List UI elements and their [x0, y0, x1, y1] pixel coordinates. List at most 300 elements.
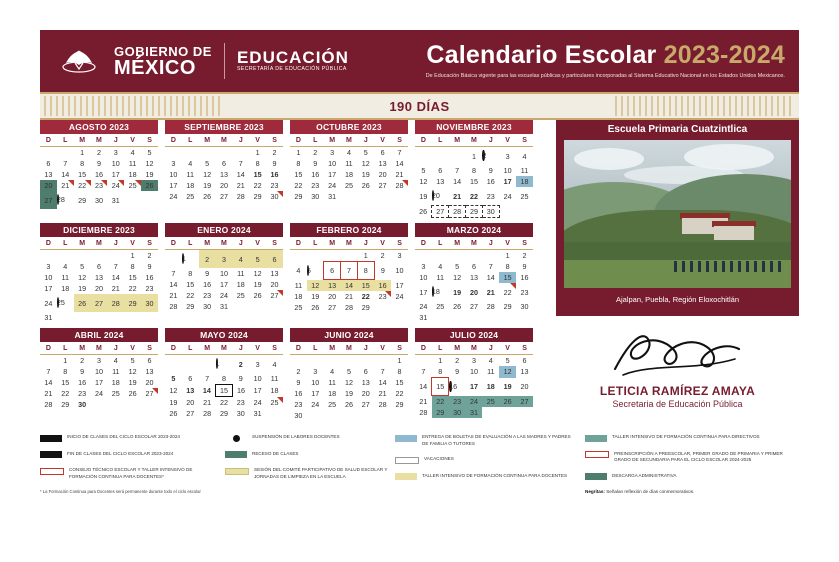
- day-cell[interactable]: 27: [361, 400, 370, 409]
- day-cell[interactable]: 2: [522, 251, 527, 260]
- day-cell[interactable]: 10: [311, 378, 320, 387]
- day-cell[interactable]: 28: [486, 302, 495, 311]
- day-cell[interactable]: 5: [80, 262, 85, 271]
- day-cell[interactable]: 31: [44, 313, 53, 322]
- day-cell[interactable]: 3: [397, 251, 402, 261]
- day-cell[interactable]: 2: [313, 148, 318, 157]
- day-cell[interactable]: 25: [124, 180, 141, 191]
- day-cell[interactable]: 23: [374, 291, 391, 302]
- day-cell[interactable]: 13: [186, 386, 195, 395]
- day-cell[interactable]: 13: [436, 177, 445, 186]
- day-cell[interactable]: 18: [111, 378, 120, 387]
- day-cell[interactable]: 26: [74, 294, 91, 312]
- day-cell[interactable]: 5: [363, 148, 368, 157]
- day-cell[interactable]: 4: [63, 262, 68, 271]
- day-cell[interactable]: 8: [357, 262, 374, 280]
- day-cell[interactable]: 23: [145, 284, 154, 293]
- day-cell[interactable]: 12: [361, 159, 370, 168]
- day-cell[interactable]: 8: [471, 166, 476, 175]
- day-cell[interactable]: 26: [361, 181, 370, 190]
- day-cell[interactable]: 21: [111, 284, 120, 293]
- day-cell[interactable]: 24: [311, 400, 320, 409]
- day-cell[interactable]: 13: [469, 273, 478, 282]
- day-cell[interactable]: 27: [40, 191, 57, 209]
- day-cell[interactable]: 15: [469, 177, 478, 186]
- day-cell[interactable]: 13: [94, 273, 103, 282]
- day-cell[interactable]: 14: [44, 378, 53, 387]
- day-cell[interactable]: 2: [238, 359, 243, 369]
- day-cell[interactable]: 29: [503, 302, 512, 311]
- day-cell[interactable]: 22: [253, 181, 262, 190]
- day-cell[interactable]: 8: [130, 262, 135, 271]
- day-cell[interactable]: 4: [113, 356, 118, 365]
- day-cell[interactable]: 28: [391, 180, 408, 191]
- day-cell[interactable]: 17: [469, 382, 478, 391]
- day-cell[interactable]: 9: [96, 159, 101, 168]
- day-cell[interactable]: 31: [253, 409, 262, 418]
- day-cell[interactable]: 9: [296, 378, 301, 387]
- day-cell[interactable]: 8: [188, 269, 193, 278]
- day-cell[interactable]: 19: [344, 389, 353, 398]
- day-cell[interactable]: 28: [236, 192, 245, 201]
- day-cell[interactable]: 15: [216, 385, 233, 397]
- day-cell[interactable]: 27: [328, 303, 337, 312]
- day-cell[interactable]: 5: [171, 374, 176, 384]
- day-cell[interactable]: 12: [344, 378, 353, 387]
- day-cell[interactable]: 17: [169, 181, 178, 190]
- day-cell[interactable]: 24: [466, 396, 483, 408]
- day-cell[interactable]: 2: [80, 356, 85, 365]
- day-cell[interactable]: 8: [505, 262, 510, 271]
- day-cell[interactable]: 21: [236, 181, 245, 190]
- day-cell[interactable]: 23: [203, 291, 212, 300]
- day-cell[interactable]: 29: [361, 303, 370, 312]
- day-cell[interactable]: 10: [219, 269, 228, 278]
- day-cell[interactable]: 15: [61, 378, 70, 387]
- day-cell[interactable]: 23: [486, 191, 495, 201]
- day-cell[interactable]: 2: [455, 356, 460, 365]
- day-cell[interactable]: 1: [255, 148, 260, 157]
- day-cell[interactable]: 20: [378, 170, 387, 179]
- day-cell[interactable]: 22: [469, 191, 478, 201]
- day-cell[interactable]: 21: [44, 389, 53, 398]
- day-cell[interactable]: 12: [307, 280, 324, 292]
- day-cell[interactable]: 5: [130, 356, 135, 365]
- day-cell[interactable]: 19: [453, 287, 462, 297]
- day-cell[interactable]: 31: [466, 407, 483, 418]
- day-cell[interactable]: 15: [499, 272, 516, 283]
- day-cell[interactable]: 23: [78, 389, 87, 398]
- day-cell[interactable]: 20: [40, 180, 57, 191]
- day-cell[interactable]: 30: [203, 302, 212, 311]
- day-cell[interactable]: 24: [169, 192, 178, 201]
- day-cell[interactable]: 11: [487, 367, 495, 377]
- day-cell[interactable]: 19: [419, 191, 428, 201]
- day-cell[interactable]: 23: [311, 181, 320, 190]
- day-cell[interactable]: 27: [219, 192, 228, 201]
- day-cell[interactable]: 7: [46, 367, 51, 376]
- day-cell[interactable]: 6: [471, 262, 476, 271]
- day-cell[interactable]: 27: [266, 290, 283, 301]
- day-cell[interactable]: 9: [313, 159, 318, 168]
- day-cell[interactable]: 14: [236, 170, 245, 179]
- day-cell[interactable]: 19: [169, 397, 178, 407]
- day-cell[interactable]: 22: [499, 283, 516, 301]
- day-cell[interactable]: 6: [221, 159, 226, 168]
- day-cell[interactable]: 21: [378, 389, 387, 398]
- day-cell[interactable]: 11: [112, 367, 120, 376]
- day-cell[interactable]: 5: [505, 356, 510, 365]
- day-cell[interactable]: 25: [436, 302, 445, 311]
- day-cell[interactable]: 30: [141, 294, 158, 312]
- day-cell[interactable]: 29: [294, 192, 303, 201]
- day-cell[interactable]: 18: [270, 386, 279, 395]
- day-cell[interactable]: 18: [431, 287, 440, 297]
- day-cell[interactable]: 22: [186, 291, 195, 300]
- day-cell[interactable]: 30: [236, 409, 245, 418]
- day-cell[interactable]: 26: [203, 192, 212, 201]
- day-cell[interactable]: 16: [94, 170, 103, 179]
- day-cell[interactable]: 10: [395, 266, 404, 275]
- day-cell[interactable]: 18: [486, 382, 495, 391]
- day-cell[interactable]: 26: [499, 396, 516, 408]
- day-cell[interactable]: 19: [203, 181, 212, 190]
- day-cell[interactable]: 17: [44, 284, 53, 293]
- day-cell[interactable]: 8: [63, 367, 68, 376]
- day-cell[interactable]: 26: [311, 303, 320, 312]
- day-cell[interactable]: 16: [486, 177, 495, 186]
- day-cell[interactable]: 9: [205, 269, 210, 278]
- day-cell[interactable]: 19: [503, 382, 512, 391]
- day-cell[interactable]: 1: [80, 148, 85, 157]
- day-cell[interactable]: 10: [111, 159, 120, 168]
- day-cell[interactable]: 3: [330, 148, 335, 157]
- day-cell[interactable]: 18: [328, 389, 337, 398]
- day-cell[interactable]: 13: [378, 159, 387, 168]
- day-cell[interactable]: 6: [147, 356, 152, 365]
- day-cell[interactable]: 9: [238, 374, 243, 384]
- day-cell[interactable]: 10: [253, 374, 262, 384]
- day-cell[interactable]: 10: [44, 273, 53, 282]
- day-cell[interactable]: 13: [270, 269, 279, 278]
- day-cell[interactable]: 6: [522, 356, 527, 365]
- day-cell[interactable]: 28: [449, 206, 466, 218]
- day-cell[interactable]: 2: [272, 148, 277, 157]
- day-cell[interactable]: 16: [203, 280, 212, 289]
- day-cell[interactable]: 30: [311, 192, 320, 201]
- day-cell[interactable]: 5: [249, 250, 266, 269]
- day-cell[interactable]: 18: [294, 292, 303, 301]
- day-cell[interactable]: 30: [294, 411, 303, 420]
- day-cell[interactable]: 16: [294, 389, 303, 398]
- day-cell[interactable]: 6: [46, 159, 51, 168]
- day-cell[interactable]: 15: [253, 170, 262, 179]
- day-cell[interactable]: 17: [395, 280, 404, 290]
- day-cell[interactable]: 30: [482, 206, 499, 218]
- day-cell[interactable]: 21: [453, 191, 462, 201]
- day-cell[interactable]: 24: [419, 302, 428, 311]
- day-cell[interactable]: 27: [186, 409, 195, 418]
- day-cell[interactable]: 2: [380, 251, 385, 261]
- day-cell[interactable]: 12: [203, 170, 212, 179]
- day-cell[interactable]: 12: [78, 273, 87, 282]
- day-cell[interactable]: 18: [128, 170, 137, 179]
- day-cell[interactable]: 31: [111, 195, 120, 205]
- day-cell[interactable]: 24: [107, 180, 124, 191]
- day-cell[interactable]: 17: [328, 170, 337, 179]
- day-cell[interactable]: 15: [78, 170, 87, 179]
- day-cell[interactable]: 4: [330, 367, 335, 376]
- day-cell[interactable]: 31: [419, 313, 428, 322]
- day-cell[interactable]: 1: [296, 148, 301, 157]
- day-cell[interactable]: 10: [328, 159, 337, 168]
- day-cell[interactable]: 5: [421, 166, 426, 175]
- day-cell[interactable]: 2: [199, 250, 216, 269]
- day-cell[interactable]: 11: [270, 374, 279, 384]
- day-cell[interactable]: 20: [469, 287, 478, 297]
- day-cell[interactable]: 29: [219, 409, 228, 418]
- day-cell[interactable]: 10: [469, 367, 478, 377]
- day-cell[interactable]: 29: [395, 400, 404, 409]
- day-cell[interactable]: 17: [311, 389, 320, 398]
- day-cell[interactable]: 4: [438, 262, 443, 271]
- day-cell[interactable]: 21: [203, 397, 212, 407]
- day-cell[interactable]: 24: [328, 181, 337, 190]
- day-cell[interactable]: 18: [344, 170, 353, 179]
- day-cell[interactable]: 18: [61, 284, 70, 293]
- day-cell[interactable]: 17: [219, 280, 228, 289]
- day-cell[interactable]: 6: [96, 262, 101, 271]
- day-cell[interactable]: 9: [147, 262, 152, 271]
- day-cell[interactable]: 27: [141, 388, 158, 399]
- day-cell[interactable]: 30: [449, 407, 466, 418]
- day-cell[interactable]: 4: [130, 148, 135, 157]
- day-cell[interactable]: 19: [128, 378, 137, 387]
- day-cell[interactable]: 13: [145, 367, 154, 376]
- day-cell[interactable]: 25: [56, 298, 65, 308]
- day-cell[interactable]: 2: [147, 251, 152, 260]
- day-cell[interactable]: 6: [380, 148, 385, 157]
- day-cell[interactable]: 7: [380, 367, 385, 376]
- day-cell[interactable]: 29: [466, 206, 483, 218]
- day-cell[interactable]: 25: [266, 397, 283, 409]
- day-cell[interactable]: 4: [296, 266, 301, 275]
- day-cell[interactable]: 12: [169, 386, 178, 395]
- day-cell[interactable]: 8: [438, 367, 443, 376]
- day-cell[interactable]: 9: [522, 262, 527, 271]
- day-cell[interactable]: 13: [361, 378, 370, 387]
- day-cell[interactable]: 6: [324, 262, 341, 280]
- day-cell[interactable]: 14: [395, 159, 404, 168]
- day-cell[interactable]: 29: [78, 195, 87, 205]
- day-cell[interactable]: 22: [74, 180, 91, 191]
- day-cell[interactable]: 14: [341, 280, 358, 292]
- day-cell[interactable]: 18: [236, 280, 245, 289]
- day-cell[interactable]: 21: [344, 292, 353, 301]
- day-cell[interactable]: 1: [130, 251, 135, 260]
- day-cell[interactable]: 14: [202, 386, 211, 395]
- day-cell[interactable]: 12: [253, 269, 262, 278]
- day-cell[interactable]: 29: [432, 407, 449, 418]
- day-cell[interactable]: 3: [113, 148, 118, 157]
- day-cell[interactable]: 15: [186, 280, 195, 289]
- day-cell[interactable]: 6: [438, 166, 443, 175]
- day-cell[interactable]: 21: [57, 180, 74, 191]
- day-cell[interactable]: 1: [438, 356, 443, 365]
- day-cell[interactable]: 3: [505, 151, 510, 161]
- day-cell[interactable]: 11: [520, 166, 529, 175]
- day-cell[interactable]: 7: [63, 159, 68, 168]
- day-cell[interactable]: 16: [449, 381, 458, 391]
- day-cell[interactable]: 24: [503, 191, 512, 201]
- day-cell[interactable]: 8: [397, 367, 402, 376]
- day-cell[interactable]: 28: [378, 400, 387, 409]
- day-cell[interactable]: 20: [219, 181, 228, 190]
- day-cell[interactable]: 19: [145, 170, 154, 179]
- day-cell[interactable]: 14: [486, 273, 495, 282]
- day-cell[interactable]: 22: [219, 398, 228, 407]
- day-cell[interactable]: 7: [397, 148, 402, 157]
- day-cell[interactable]: 2: [482, 151, 487, 161]
- day-cell[interactable]: 24: [253, 397, 262, 407]
- day-cell[interactable]: 11: [186, 170, 194, 179]
- day-cell[interactable]: 15: [294, 170, 303, 179]
- day-cell[interactable]: 10: [94, 367, 103, 376]
- day-cell[interactable]: 5: [346, 367, 351, 376]
- day-cell[interactable]: 27: [91, 294, 108, 312]
- day-cell[interactable]: 11: [294, 280, 303, 290]
- day-cell[interactable]: 3: [255, 359, 260, 369]
- day-cell[interactable]: 28: [169, 302, 178, 311]
- day-cell[interactable]: 24: [395, 292, 404, 301]
- day-cell[interactable]: 25: [344, 181, 353, 190]
- day-cell[interactable]: 25: [294, 303, 303, 312]
- day-cell[interactable]: 7: [113, 262, 118, 271]
- day-cell[interactable]: 15: [395, 378, 404, 387]
- day-cell[interactable]: 14: [378, 378, 387, 387]
- day-cell[interactable]: 20: [431, 191, 440, 201]
- day-cell[interactable]: 12: [499, 366, 516, 378]
- day-cell[interactable]: 4: [346, 148, 351, 157]
- day-cell[interactable]: 2: [96, 148, 101, 157]
- day-cell[interactable]: 4: [488, 356, 493, 365]
- day-cell[interactable]: 19: [253, 280, 262, 289]
- day-cell[interactable]: 28: [344, 303, 353, 312]
- day-cell[interactable]: 8: [80, 159, 85, 168]
- day-cell[interactable]: 4: [188, 159, 193, 168]
- day-cell[interactable]: 12: [145, 159, 154, 168]
- day-cell[interactable]: 13: [520, 367, 529, 377]
- day-cell[interactable]: 30: [78, 400, 87, 409]
- day-cell[interactable]: 7: [238, 159, 243, 168]
- day-cell[interactable]: 29: [61, 400, 70, 409]
- day-cell[interactable]: 26: [128, 389, 137, 398]
- day-cell[interactable]: 20: [328, 292, 337, 301]
- day-cell[interactable]: 26: [253, 291, 262, 300]
- day-cell[interactable]: 23: [520, 287, 529, 297]
- day-cell[interactable]: 27: [516, 396, 533, 408]
- day-cell[interactable]: 3: [171, 159, 176, 168]
- day-cell[interactable]: 20: [94, 284, 103, 293]
- day-cell[interactable]: 16: [78, 378, 87, 387]
- day-cell[interactable]: 18: [186, 181, 195, 190]
- day-cell[interactable]: 5: [455, 262, 460, 271]
- day-cell[interactable]: 17: [94, 378, 103, 387]
- day-cell[interactable]: 3: [96, 356, 101, 365]
- day-cell[interactable]: 21: [395, 170, 404, 179]
- day-cell[interactable]: 6: [266, 250, 283, 269]
- day-cell[interactable]: 3: [46, 262, 51, 271]
- day-cell[interactable]: 5: [147, 148, 152, 157]
- day-cell[interactable]: 20: [270, 280, 279, 289]
- day-cell[interactable]: 7: [421, 367, 426, 377]
- day-cell[interactable]: 11: [345, 159, 353, 168]
- day-cell[interactable]: 18: [516, 176, 533, 187]
- day-cell[interactable]: 14: [169, 280, 178, 289]
- day-cell[interactable]: 30: [520, 302, 529, 311]
- day-cell[interactable]: 24: [219, 291, 228, 300]
- day-cell[interactable]: 28: [419, 408, 428, 417]
- day-cell[interactable]: 27: [378, 181, 387, 190]
- day-cell[interactable]: 10: [419, 273, 428, 282]
- day-cell[interactable]: 15: [357, 280, 374, 292]
- day-cell[interactable]: 22: [361, 292, 370, 301]
- day-cell[interactable]: 28: [44, 400, 53, 409]
- day-cell[interactable]: 14: [453, 177, 462, 186]
- day-cell[interactable]: 7: [171, 269, 176, 278]
- day-cell[interactable]: 25: [186, 192, 195, 201]
- day-cell[interactable]: 10: [169, 170, 178, 179]
- day-cell[interactable]: 1: [181, 254, 186, 264]
- day-cell[interactable]: 3: [421, 262, 426, 271]
- day-cell[interactable]: 5: [205, 159, 210, 168]
- day-cell[interactable]: 26: [344, 400, 353, 409]
- day-cell[interactable]: 26: [141, 180, 158, 191]
- day-cell[interactable]: 17: [111, 170, 120, 179]
- day-cell[interactable]: 8: [255, 159, 260, 168]
- day-cell[interactable]: 25: [482, 396, 499, 408]
- day-cell[interactable]: 1: [215, 359, 220, 369]
- day-cell[interactable]: 20: [145, 378, 154, 387]
- day-cell[interactable]: 30: [94, 195, 103, 205]
- day-cell[interactable]: 29: [186, 302, 195, 311]
- day-cell[interactable]: 23: [270, 181, 279, 190]
- day-cell[interactable]: 1: [363, 251, 368, 260]
- day-cell[interactable]: 13: [219, 170, 228, 179]
- day-cell[interactable]: 8: [296, 159, 301, 168]
- day-cell[interactable]: 16: [145, 273, 154, 282]
- day-cell[interactable]: 12: [453, 273, 462, 282]
- day-cell[interactable]: 17: [253, 386, 262, 395]
- day-cell[interactable]: 4: [272, 359, 277, 369]
- day-cell[interactable]: 9: [488, 166, 493, 175]
- day-cell[interactable]: 13: [44, 170, 53, 179]
- day-cell[interactable]: 11: [436, 273, 444, 282]
- day-cell[interactable]: 8: [221, 374, 226, 383]
- day-cell[interactable]: 1: [471, 151, 476, 161]
- day-cell[interactable]: 25: [111, 389, 120, 398]
- day-cell[interactable]: 3: [471, 356, 476, 365]
- day-cell[interactable]: 1: [63, 356, 68, 365]
- day-cell[interactable]: 22: [432, 396, 449, 408]
- day-cell[interactable]: 19: [311, 292, 320, 301]
- day-cell[interactable]: 31: [328, 192, 337, 201]
- day-cell[interactable]: 15: [432, 378, 449, 396]
- day-cell[interactable]: 12: [128, 367, 137, 376]
- day-cell[interactable]: 28: [56, 195, 65, 205]
- day-cell[interactable]: 11: [237, 269, 245, 278]
- day-cell[interactable]: 1: [397, 356, 402, 365]
